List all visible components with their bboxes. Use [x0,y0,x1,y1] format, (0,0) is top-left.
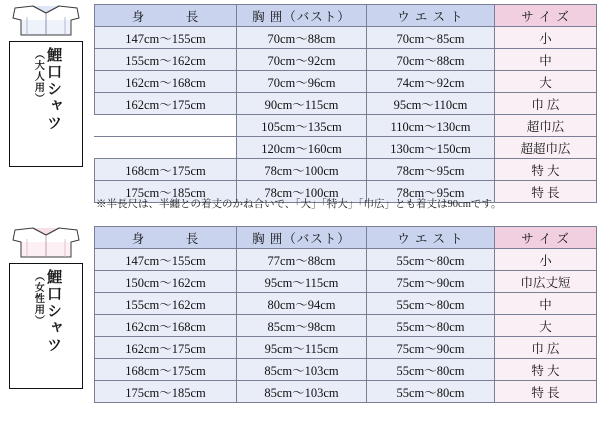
table-row [95,27,597,49]
cell-bust: 80cm〜94cm [237,293,367,315]
table-row [95,315,597,337]
cell-height: 162cm〜175cm [95,337,237,359]
cell-bust: 77cm〜88cm [237,249,367,271]
cell-height: 147cm〜155cm [95,249,237,271]
cell-waist: 74cm〜92cm [367,71,495,93]
women-label-sub: （女性用） [32,271,44,326]
adult-size-table [94,4,597,203]
cell-height [95,137,237,159]
women-size-table [94,226,597,403]
cell-bust: 78cm〜100cm [237,181,367,203]
cell-size: 小 [495,27,597,49]
cell-waist: 110cm〜130cm [367,115,495,137]
cell-height: 162cm〜168cm [95,315,237,337]
table-row [95,137,597,159]
cell-bust: 70cm〜92cm [237,49,367,71]
cell-size: 大 [495,71,597,93]
cell-waist: 55cm〜80cm [367,359,495,381]
table-header-row [95,227,597,249]
cell-height: 150cm〜162cm [95,271,237,293]
koiguchi-shirt-icon [9,226,83,260]
table-row [95,71,597,93]
women-label-column [4,226,88,389]
table-row [95,159,597,181]
cell-waist: 75cm〜90cm [367,337,495,359]
cell-waist: 75cm〜90cm [367,271,495,293]
cell-size: 中 [495,293,597,315]
col-header-bust: 胸 囲（バスト） [237,227,367,249]
adult-label-sub: （大人用） [32,49,44,104]
col-header-height: 身 長 [95,5,237,27]
cell-size: 超超巾広 [495,137,597,159]
cell-size: 中 [495,49,597,71]
cell-height: 147cm〜155cm [95,27,237,49]
table-row [95,381,597,403]
table-row [95,93,597,115]
cell-bust: 105cm〜135cm [237,115,367,137]
cell-waist: 55cm〜80cm [367,293,495,315]
adult-footnote: ※半長尺は、半纏との着丈のかね合いで、「大」「特大」「巾広」とも着丈は90cmです。 [96,199,502,210]
cell-waist: 130cm〜150cm [367,137,495,159]
cell-bust: 85cm〜98cm [237,315,367,337]
cell-bust: 120cm〜160cm [237,137,367,159]
cell-height: 155cm〜162cm [95,293,237,315]
cell-waist: 70cm〜85cm [367,27,495,49]
cell-bust: 70cm〜88cm [237,27,367,49]
col-header-waist: ウ エ ス ト [367,5,495,27]
cell-size: 巾 広 [495,93,597,115]
adult-label-main: 鯉口シャツ [45,47,62,132]
cell-waist: 78cm〜95cm [367,159,495,181]
cell-height: 155cm〜162cm [95,49,237,71]
cell-height: 175cm〜185cm [95,181,237,203]
cell-height [95,115,237,137]
cell-size: 特 長 [495,181,597,203]
adult-label-column [4,4,88,167]
cell-height: 168cm〜175cm [95,159,237,181]
cell-size: 巾 広 [495,337,597,359]
col-header-bust: 胸 囲（バスト） [237,5,367,27]
cell-bust: 95cm〜115cm [237,337,367,359]
table-row [95,293,597,315]
table-header-row [95,5,597,27]
cell-waist: 55cm〜80cm [367,381,495,403]
cell-bust: 78cm〜100cm [237,159,367,181]
col-header-height: 身 長 [95,227,237,249]
cell-height: 175cm〜185cm [95,381,237,403]
col-header-size: サ イ ズ [495,5,597,27]
cell-bust: 85cm〜103cm [237,381,367,403]
table-row [95,337,597,359]
table-row [95,249,597,271]
col-header-size: サ イ ズ [495,227,597,249]
women-label-main: 鯉口シャツ [45,269,62,354]
cell-bust: 95cm〜115cm [237,271,367,293]
women-label-box [9,263,83,389]
cell-size: 巾広丈短 [495,271,597,293]
cell-waist: 55cm〜80cm [367,249,495,271]
cell-waist: 70cm〜88cm [367,49,495,71]
cell-height: 162cm〜175cm [95,93,237,115]
table-row [95,271,597,293]
cell-waist: 55cm〜80cm [367,315,495,337]
table-row [95,359,597,381]
cell-size: 小 [495,249,597,271]
adult-label-box [9,41,83,167]
col-header-waist: ウ エ ス ト [367,227,495,249]
koiguchi-shirt-icon [9,4,83,38]
cell-height: 162cm〜168cm [95,71,237,93]
cell-size: 特 大 [495,159,597,181]
table-row [95,49,597,71]
cell-bust: 85cm〜103cm [237,359,367,381]
cell-height: 168cm〜175cm [95,359,237,381]
cell-bust: 90cm〜115cm [237,93,367,115]
cell-size: 大 [495,315,597,337]
cell-size: 超巾広 [495,115,597,137]
cell-size: 特 長 [495,381,597,403]
cell-waist: 95cm〜110cm [367,93,495,115]
cell-size: 特 大 [495,359,597,381]
cell-bust: 70cm〜96cm [237,71,367,93]
cell-waist: 78cm〜95cm [367,181,495,203]
table-row [95,115,597,137]
